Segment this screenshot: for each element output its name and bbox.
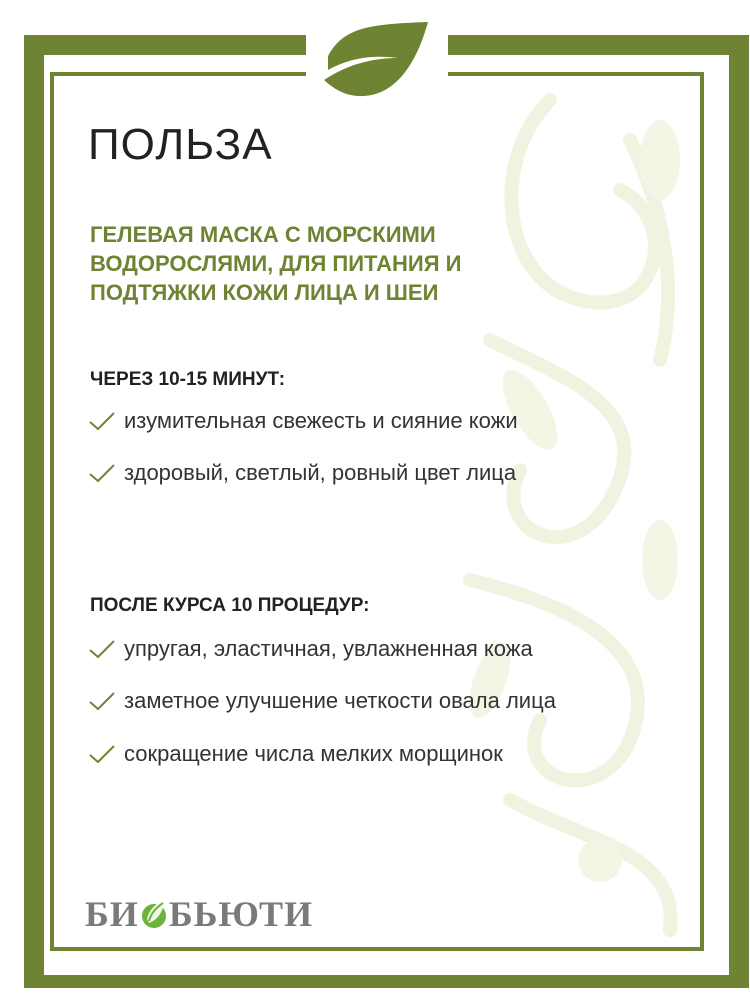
subtitle-line: ВОДОРОСЛЯМИ, ДЛЯ ПИТАНИЯ И — [90, 251, 462, 276]
product-subtitle — [90, 220, 610, 307]
list-item — [88, 688, 556, 714]
check-icon — [88, 743, 116, 765]
check-icon — [88, 690, 116, 712]
check-icon — [88, 638, 116, 660]
section-heading: ЧЕРЕЗ 10-15 МИНУТ: — [90, 369, 286, 390]
check-icon — [88, 462, 116, 484]
check-icon — [88, 410, 116, 432]
item-text: упругая, эластичная, увлажненная кожа — [124, 636, 533, 661]
logo-leaf-o-icon — [139, 897, 169, 931]
logo-text: БИ — [85, 894, 139, 934]
list-item — [88, 636, 533, 662]
section-heading: ПОСЛЕ КУРСА 10 ПРОЦЕДУР: — [90, 595, 370, 616]
list-item — [88, 408, 518, 434]
list-item — [88, 741, 503, 767]
page-title: ПОЛЬЗА — [88, 120, 273, 169]
list-item — [88, 460, 516, 486]
subtitle-line: ГЕЛЕВАЯ МАСКА С МОРСКИМИ — [90, 222, 436, 247]
leaf-icon — [318, 18, 438, 100]
item-text: заметное улучшение четкости овала лица — [124, 688, 556, 713]
item-text: сокращение числа мелких морщинок — [124, 741, 503, 766]
floral-ornament — [430, 80, 700, 940]
subtitle-line: ПОДТЯЖКИ КОЖИ ЛИЦА И ШЕИ — [90, 280, 439, 305]
brand-logo — [85, 893, 313, 935]
item-text: изумительная свежесть и сияние кожи — [124, 408, 518, 433]
logo-text: БЬЮТИ — [168, 894, 314, 934]
item-text: здоровый, светлый, ровный цвет лица — [124, 460, 517, 485]
